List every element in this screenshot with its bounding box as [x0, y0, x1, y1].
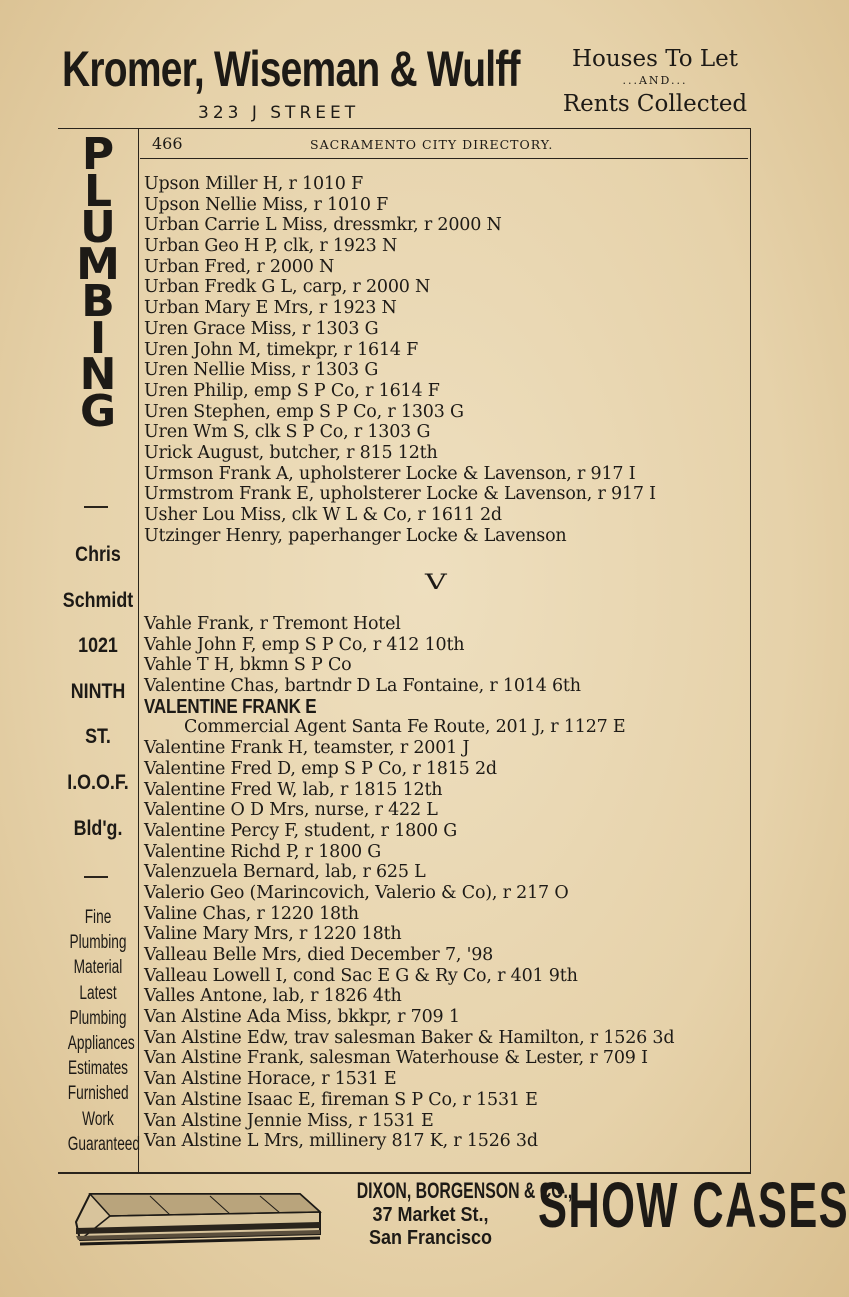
directory-entry: Valleau Belle Mrs, died December 7, '98 — [144, 945, 494, 965]
sidebar-fine-plumbing — [56, 905, 140, 1157]
plumbing-letter: U — [80, 202, 116, 254]
directory-entry: Usher Lou Miss, clk W L & Co, r 1611 2d — [144, 505, 502, 525]
ad-line: Chris — [75, 543, 121, 566]
directory-entry: Vahle T H, bkmn S P Co — [144, 655, 352, 676]
plumbing-letter: P — [81, 129, 115, 180]
head-rule — [140, 158, 748, 159]
directory-entries-u — [144, 174, 744, 546]
directory-entry: Urban Mary E Mrs, r 1923 N — [144, 298, 397, 319]
directory-entry: Valentine Richd P, r 1800 G — [144, 841, 382, 862]
and-divider: ...AND... — [622, 74, 688, 87]
fine-line: Plumbing — [69, 932, 127, 954]
directory-entry: Urban Carrie L Miss, dressmkr, r 2000 N — [144, 215, 502, 236]
directory-entry: Van Alstine L Mrs, millinery 817 K, r 1526 3d — [144, 1131, 538, 1152]
directory-entry: Valleau Lowell I, cond Sac E G & Ry Co, r 401 9th — [144, 965, 578, 986]
bold-entry-name: VALENTINE FRANK E — [144, 695, 317, 718]
directory-entry: Utzinger Henry, paperhanger Locke & Lavenson — [144, 525, 567, 546]
directory-entry: Urban Fredk G L, carp, r 2000 N — [144, 277, 431, 298]
directory-entry: Uren Wm S, clk S P Co, r 1303 G — [144, 422, 431, 443]
footer-show-cases: SHOW CASES — [538, 1169, 849, 1241]
directory-entry: Valentine Chas, bartndr D La Fontaine, r 1014 6th — [144, 676, 581, 697]
section-letter: V — [425, 570, 447, 595]
directory-entry: Upson Miller H, r 1010 F — [144, 174, 364, 194]
houses-to-let: Houses To Let — [571, 46, 739, 72]
sidebar-plumbing-word — [66, 129, 130, 437]
footer-company-block — [328, 1178, 573, 1250]
directory-entry: Urmstrom Frank E, upholsterer Locke & Lavenson, r 917 I — [144, 484, 656, 505]
bold-entry-detail: Commercial Agent Santa Fe Route, 201 J, r 1127 E — [184, 717, 626, 738]
ad-line: ST. — [85, 725, 111, 749]
fine-line: Guaranteed — [67, 1133, 141, 1155]
ad-line: I.O.O.F. — [67, 770, 129, 794]
directory-entry: Van Alstine Frank, salesman Waterhouse & Lester, r 709 I — [144, 1048, 648, 1069]
directory-entry: Valentine O D Mrs, nurse, r 422 L — [144, 800, 438, 821]
fine-line: Fine — [84, 907, 112, 928]
directory-entry: Valentine Percy F, student, r 1800 G — [144, 820, 458, 841]
directory-entry: Van Alstine Isaac E, fireman S P Co, r 1531 E — [144, 1089, 538, 1110]
ad-line: 1021 — [78, 634, 118, 658]
directory-entry: Van Alstine Ada Miss, bkkpr, r 709 1 — [144, 1007, 460, 1028]
fine-line: Plumbing — [69, 1007, 127, 1029]
sidebar-dash — [84, 876, 108, 878]
directory-entry: Van Alstine Jennie Miss, r 1531 E — [144, 1110, 434, 1131]
directory-entry: Valine Mary Mrs, r 1220 18th — [144, 924, 402, 945]
directory-entry: Urick August, butcher, r 815 12th — [144, 442, 438, 463]
fine-line: Estimates — [67, 1058, 129, 1080]
directory-entry: Valine Chas, r 1220 18th — [144, 903, 359, 924]
directory-entry: Uren Grace Miss, r 1303 G — [144, 318, 379, 339]
ad-line: Bld'g. — [73, 816, 123, 840]
plumbing-letter: L — [83, 165, 113, 217]
directory-entry: Valentine Frank H, teamster, r 2001 J — [144, 738, 470, 759]
ad-line: NINTH — [70, 679, 126, 703]
fine-line: Material — [73, 957, 123, 979]
header-right-ad — [560, 46, 750, 117]
ad-line: Schmidt — [62, 588, 134, 612]
directory-entry: Valentine Fred W, lab, r 1815 12th — [144, 779, 443, 800]
directory-entry: Urban Geo H P, clk, r 1923 N — [144, 236, 398, 257]
directory-entry: Uren Stephen, emp S P Co, r 1303 G — [144, 401, 464, 422]
plumbing-letter: G — [79, 385, 117, 437]
directory-entry: Van Alstine Edw, trav salesman Baker & Hamilton, r 1526 3d — [144, 1027, 675, 1048]
directory-entry: Valerio Geo (Marincovich, Valerio & Co), r 217 O — [144, 882, 569, 903]
show-case-illustration — [70, 1182, 328, 1252]
header-firm-name: Kromer, Wiseman & Wulff — [62, 41, 520, 97]
fine-line: Latest — [79, 982, 117, 1004]
directory-entry: Uren Nellie Miss, r 1303 G — [144, 360, 379, 381]
rents-collected: Rents Collected — [562, 91, 748, 117]
plumbing-letter: M — [76, 239, 120, 291]
page-number: 466 — [152, 134, 183, 153]
plumbing-letter: I — [89, 312, 107, 364]
plumbing-letter: N — [79, 349, 117, 401]
directory-entry: Van Alstine Horace, r 1531 E — [144, 1069, 397, 1090]
directory-entry: Vahle John F, emp S P Co, r 412 10th — [144, 634, 465, 655]
running-head: SACRAMENTO CITY DIRECTORY. — [310, 137, 554, 152]
directory-entries-v — [144, 614, 744, 1152]
footer-address: 37 Market St., — [372, 1204, 489, 1226]
fine-line: Furnished — [67, 1083, 129, 1105]
directory-entry: Uren John M, timekpr, r 1614 F — [144, 339, 419, 360]
directory-entry: Valenzuela Bernard, lab, r 625 L — [144, 862, 426, 883]
directory-entry: Uren Philip, emp S P Co, r 1614 F — [144, 380, 440, 401]
directory-entry: Urmson Frank A, upholsterer Locke & Lavenson, r 917 I — [144, 463, 636, 484]
header-street: 323 J STREET — [198, 103, 360, 123]
footer-company-name: DIXON, BORGENSON & CO., — [356, 1178, 573, 1203]
directory-entry: Valentine Fred D, emp S P Co, r 1815 2d — [144, 758, 497, 779]
footer-city: San Francisco — [368, 1227, 493, 1249]
plumbing-letter: B — [81, 275, 115, 327]
sidebar-ad — [56, 532, 140, 851]
directory-entry: Urban Fred, r 2000 N — [144, 256, 335, 277]
directory-entry: Valles Antone, lab, r 1826 4th — [144, 986, 402, 1007]
sidebar-dash — [84, 506, 108, 508]
directory-entry: Vahle Frank, r Tremont Hotel — [144, 614, 401, 634]
fine-line: Appliances — [67, 1032, 135, 1054]
directory-entry: Upson Nellie Miss, r 1010 F — [144, 194, 389, 215]
fine-line: Work — [82, 1108, 114, 1130]
